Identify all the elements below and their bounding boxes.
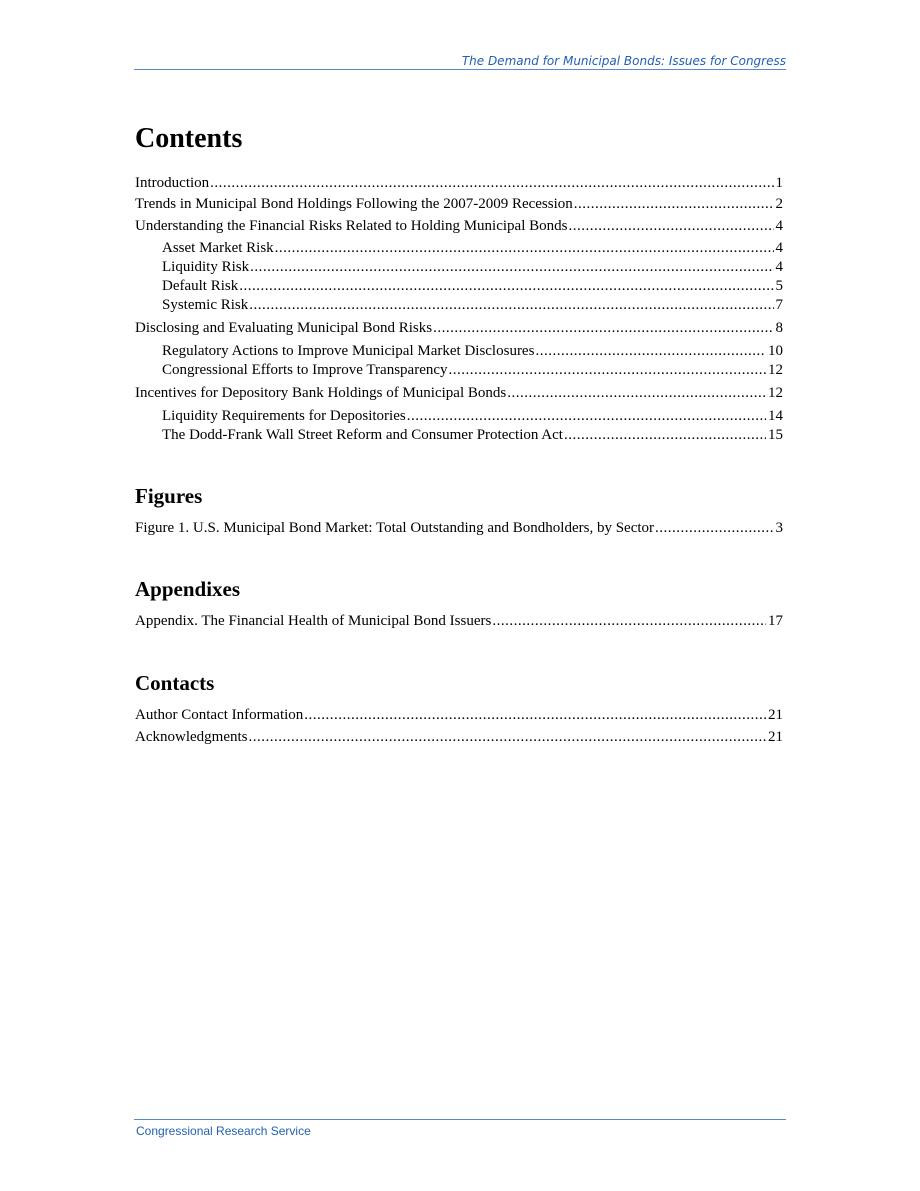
toc-entry[interactable] [135,612,783,631]
toc-entry-label: Disclosing and Evaluating Municipal Bond Risks [135,320,433,336]
toc-entry-label: Regulatory Actions to Improve Municipal Market Disclosures [162,343,535,359]
toc-entry-page: 12 [768,362,783,378]
toc-entry-page: 21 [768,707,783,723]
appendixes-heading: Appendixes [135,577,241,601]
contacts-heading: Contacts [135,671,215,695]
toc-entry-page: 4 [775,218,783,234]
contents-toc [135,174,783,445]
toc-entry-page: 4 [775,259,783,275]
contents-heading: Contents [135,123,243,154]
toc-entry-page: 17 [768,613,783,629]
toc-entry-label: Default Risk [162,278,239,294]
toc-subentry[interactable] [135,407,783,426]
toc-entry-label: Asset Market Risk [162,240,274,256]
toc-entry-page: 10 [768,343,783,359]
toc-entry-label: The Dodd-Frank Wall Street Reform and Consumer Protection Act [162,427,563,443]
toc-entry-page: 7 [775,297,783,313]
toc-entry-page: 1 [775,175,783,191]
toc-entry-label: Introduction [135,175,210,191]
toc-subentry[interactable] [135,342,783,361]
toc-entry-page: 2 [775,196,783,212]
toc-entry[interactable] [135,706,783,725]
toc-entry-page: 12 [768,385,783,401]
toc-entry-label: Figure 1. U.S. Municipal Bond Market: Total Outstanding and Bondholders, by Sector [135,520,655,536]
toc-entry-label: Author Contact Information [135,707,304,723]
toc-entry-label: Systemic Risk [162,297,249,313]
toc-subentry[interactable] [135,361,783,380]
toc-entry-label: Trends in Municipal Bond Holdings Following the 2007-2009 Recession [135,196,573,212]
toc-entry[interactable] [135,319,783,338]
toc-entry[interactable] [135,195,783,214]
toc-entry[interactable] [135,519,783,538]
toc-entry-label: Appendix. The Financial Health of Municipal Bond Issuers [135,613,492,629]
toc-entry[interactable] [135,174,783,193]
toc-entry-page: 4 [775,240,783,256]
toc-entry-label: Acknowledgments [135,729,248,745]
footer-text: Congressional Research Service [136,1124,311,1138]
toc-subentry[interactable] [135,426,783,445]
toc-entry[interactable] [135,384,783,403]
appendixes-toc [135,612,783,631]
header-title: The Demand for Municipal Bonds: Issues for Congress [461,54,786,68]
toc-entry-page: 8 [775,320,783,336]
contacts-toc [135,706,783,747]
toc-subentry[interactable] [135,277,783,296]
toc-entry-page: 5 [775,278,783,294]
toc-subentry[interactable] [135,239,783,258]
toc-entry-label: Liquidity Risk [162,259,250,275]
page-header [134,54,786,70]
figures-toc [135,519,783,538]
toc-entry-page: 3 [775,520,783,536]
toc-entry-page: 15 [768,427,783,443]
toc-entry[interactable] [135,728,783,747]
toc-entry-label: Congressional Efforts to Improve Transparency [162,362,448,378]
toc-subentry[interactable] [135,258,783,277]
toc-subentry[interactable] [135,296,783,315]
figures-heading: Figures [135,484,203,508]
toc-entry-label: Understanding the Financial Risks Related to Holding Municipal Bonds [135,218,568,234]
page-footer [134,1119,786,1138]
toc-entry-label: Incentives for Depository Bank Holdings of Municipal Bonds [135,385,507,401]
toc-entry-label: Liquidity Requirements for Depositories [162,408,406,424]
toc-entry-page: 21 [768,729,783,745]
toc-entry-page: 14 [768,408,783,424]
toc-entry[interactable] [135,217,783,236]
